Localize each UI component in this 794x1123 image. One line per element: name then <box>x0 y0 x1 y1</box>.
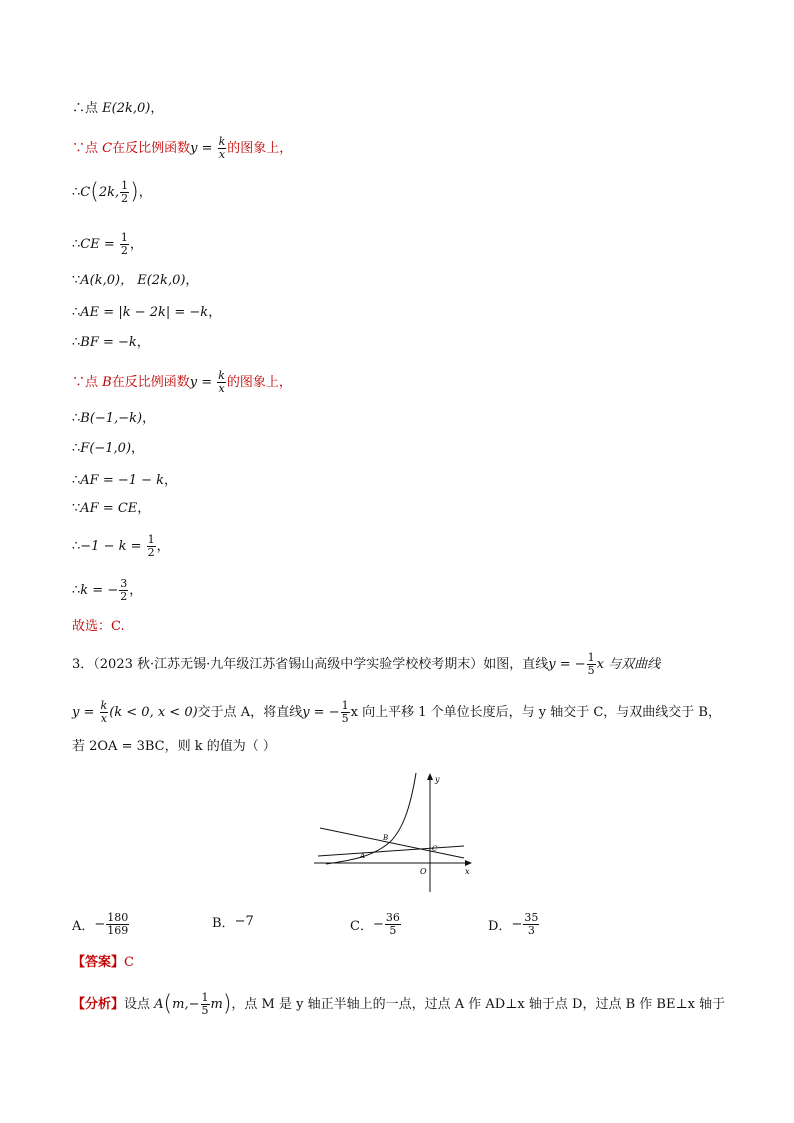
analysis-label: 【分析】 <box>72 997 125 1012</box>
fraction <box>201 992 210 1017</box>
denominator: x <box>218 148 226 161</box>
solution-line-8 <box>72 370 292 395</box>
function: y = <box>190 141 217 156</box>
line-prefix: ∴ <box>72 411 81 426</box>
coordinate: m <box>210 997 223 1012</box>
coordinate: 2k, <box>98 185 120 200</box>
point-name: A <box>154 997 164 1012</box>
option-fraction <box>106 912 129 937</box>
line-prefix: ∵ <box>72 501 81 516</box>
option-a[interactable] <box>72 912 130 937</box>
option-value: −7 <box>234 914 254 929</box>
punctuation: ， <box>208 305 222 320</box>
question-text: x 向上平移 1 个单位长度后，与 y 轴交于 C，与双曲线交于 B， <box>350 705 721 720</box>
text: 的图象上， <box>226 375 292 390</box>
option-sign: − <box>372 917 384 932</box>
fraction <box>217 370 226 395</box>
y-axis-arrow <box>427 773 433 780</box>
numerator: 1 <box>201 991 209 1004</box>
equation: AF = CE <box>80 501 138 516</box>
paren-open: ( <box>163 991 173 1017</box>
fraction <box>119 578 128 603</box>
fraction <box>218 136 227 161</box>
origin-label: O <box>420 867 427 876</box>
fraction <box>341 700 350 725</box>
solution-line-4 <box>72 232 143 257</box>
function: y = <box>189 375 217 390</box>
point-name: C <box>80 185 91 200</box>
text: 在反比例函数 <box>112 141 191 156</box>
denominator: x <box>100 712 107 725</box>
line-prefix: ∴ <box>72 305 81 320</box>
solution-line-14 <box>72 578 142 603</box>
numerator: 3 <box>120 577 128 590</box>
denominator: 5 <box>201 1004 209 1017</box>
solution-line-13 <box>72 534 170 559</box>
x-label: x <box>465 867 470 876</box>
punctuation: ， <box>136 335 150 350</box>
solution-line-12 <box>72 500 150 518</box>
denominator: 2 <box>120 244 128 257</box>
fraction <box>120 232 129 257</box>
punctuation: ， <box>131 441 145 456</box>
numerator: 1 <box>341 699 349 712</box>
point-name: A <box>80 273 90 288</box>
line-prefix: ∴ <box>72 583 81 598</box>
equation: BF = −k <box>80 335 137 350</box>
answer-label: 【答案】 <box>72 955 125 970</box>
point-name: C <box>102 141 113 156</box>
numerator: 36 <box>385 911 400 924</box>
fraction <box>120 180 129 205</box>
paren-open: ( <box>90 179 99 205</box>
text: 在反比例函数 <box>111 375 190 390</box>
punctuation: ， <box>129 237 143 252</box>
punctuation: ， <box>156 539 170 554</box>
line-prefix: ∵ <box>72 273 81 288</box>
numerator: k <box>100 699 108 712</box>
numerator: k <box>218 369 225 382</box>
equation: k = − <box>80 583 119 598</box>
line-prefix: ∴ <box>72 335 81 350</box>
denominator: 3 <box>527 924 535 937</box>
question-line-3: 若 2OA = 3BC，则 k 的值为（ ） <box>72 739 276 754</box>
line-prefix: ∴ <box>72 185 81 200</box>
option-label: C． <box>350 919 373 934</box>
solution-line-11 <box>72 472 177 490</box>
denominator: 5 <box>587 664 595 677</box>
punctuation: ， <box>185 273 199 288</box>
numerator: 1 <box>120 231 128 244</box>
question-figure <box>314 770 476 894</box>
answer-value: C <box>124 955 134 970</box>
x-axis-arrow <box>465 860 472 866</box>
solution-line-7 <box>72 334 150 352</box>
function: y = − <box>302 705 340 720</box>
solution-line-10 <box>72 440 144 458</box>
line-prefix: ∴ <box>72 237 81 252</box>
function: y = − <box>548 657 586 672</box>
solution-line-1 <box>72 100 163 118</box>
line-prefix: ∵点 <box>72 375 103 390</box>
solution-line-6 <box>72 304 221 322</box>
point-c-label: C <box>432 845 438 853</box>
text: 的图象上， <box>227 141 293 156</box>
denominator: 5 <box>341 712 349 725</box>
option-c[interactable] <box>350 912 402 937</box>
question-text: 3．（2023 秋·江苏无锡·九年级江苏省锡山高级中学实验学校校考期末）如图，直线 <box>72 657 549 672</box>
solution-line-3 <box>72 180 152 205</box>
denominator: 2 <box>121 192 129 205</box>
question-text: 交于点 A，将直线 <box>197 705 303 720</box>
point-b-label: B <box>383 834 389 842</box>
y-label: y <box>435 775 440 784</box>
numerator: 1 <box>147 533 155 546</box>
line-original <box>318 846 464 856</box>
option-b[interactable] <box>212 912 254 931</box>
option-label: A． <box>72 919 95 934</box>
solution-conclusion: 故选：C. <box>72 619 125 634</box>
option-sign: − <box>94 917 106 932</box>
line-prefix: ∵点 <box>72 141 103 156</box>
equation: −1 − k = <box>80 539 146 554</box>
option-fraction <box>385 912 401 937</box>
paren-close: ) <box>222 991 232 1017</box>
numerator: 35 <box>524 911 539 924</box>
paren-close: ) <box>130 179 139 205</box>
line-prefix: ∴ <box>72 539 81 554</box>
point-name: B <box>102 375 112 390</box>
question-line-2 <box>72 700 721 725</box>
line-prefix: ∴ <box>72 441 81 456</box>
point-name: B <box>80 411 90 426</box>
option-d[interactable] <box>488 912 540 937</box>
question-line-1 <box>72 652 660 677</box>
numerator: 180 <box>107 911 129 924</box>
point-name: E <box>102 101 112 116</box>
option-label: B． <box>212 916 235 931</box>
coordinate: (k,0)， E(2k,0) <box>89 273 186 288</box>
punctuation: ， <box>138 185 152 200</box>
denominator: 169 <box>107 924 129 937</box>
line-prefix: ∴点 <box>72 101 103 116</box>
denominator: x <box>218 382 225 395</box>
line-shifted <box>320 828 464 858</box>
coordinate: (2k,0) <box>111 101 151 116</box>
numerator: 1 <box>587 651 595 664</box>
coordinate: (−1,−k) <box>89 411 143 426</box>
punctuation: ， <box>150 101 164 116</box>
solution-line-9 <box>72 410 155 428</box>
numerator: 1 <box>121 179 129 192</box>
coordinate: m,− <box>172 997 200 1012</box>
equation: AF = −1 − k <box>80 473 165 488</box>
condition: (k < 0, x < 0) <box>109 705 198 720</box>
punctuation: ， <box>164 473 178 488</box>
point-a-label: A <box>360 852 366 860</box>
denominator: 2 <box>120 590 128 603</box>
option-label: D． <box>488 919 512 934</box>
equation: CE = <box>80 237 119 252</box>
analysis-text: 设点 <box>124 997 155 1012</box>
punctuation: ， <box>129 583 143 598</box>
fraction <box>587 652 596 677</box>
denominator: 5 <box>389 924 397 937</box>
punctuation: ， <box>142 411 156 426</box>
solution-line-5 <box>72 272 198 290</box>
answer-line <box>72 954 134 972</box>
fraction <box>147 534 156 559</box>
option-fraction <box>523 912 539 937</box>
line-prefix: ∴ <box>72 473 81 488</box>
fraction <box>100 700 109 725</box>
denominator: 2 <box>147 546 155 559</box>
question-text: x 与双曲线 <box>596 657 661 672</box>
function: y = <box>72 705 99 720</box>
solution-line-2 <box>72 136 292 161</box>
analysis-line <box>72 992 725 1017</box>
equation: AE = |k − 2k| = −k <box>80 305 209 320</box>
point-name: F <box>80 441 90 456</box>
analysis-text: ，点 M 是 y 轴正半轴上的一点，过点 A 作 AD⊥x 轴于点 D，过点 B 作 BE⊥x 轴于 <box>231 997 726 1012</box>
coordinate: (−1,0) <box>89 441 132 456</box>
punctuation: ， <box>137 501 151 516</box>
numerator: k <box>218 135 226 148</box>
option-sign: − <box>511 917 523 932</box>
